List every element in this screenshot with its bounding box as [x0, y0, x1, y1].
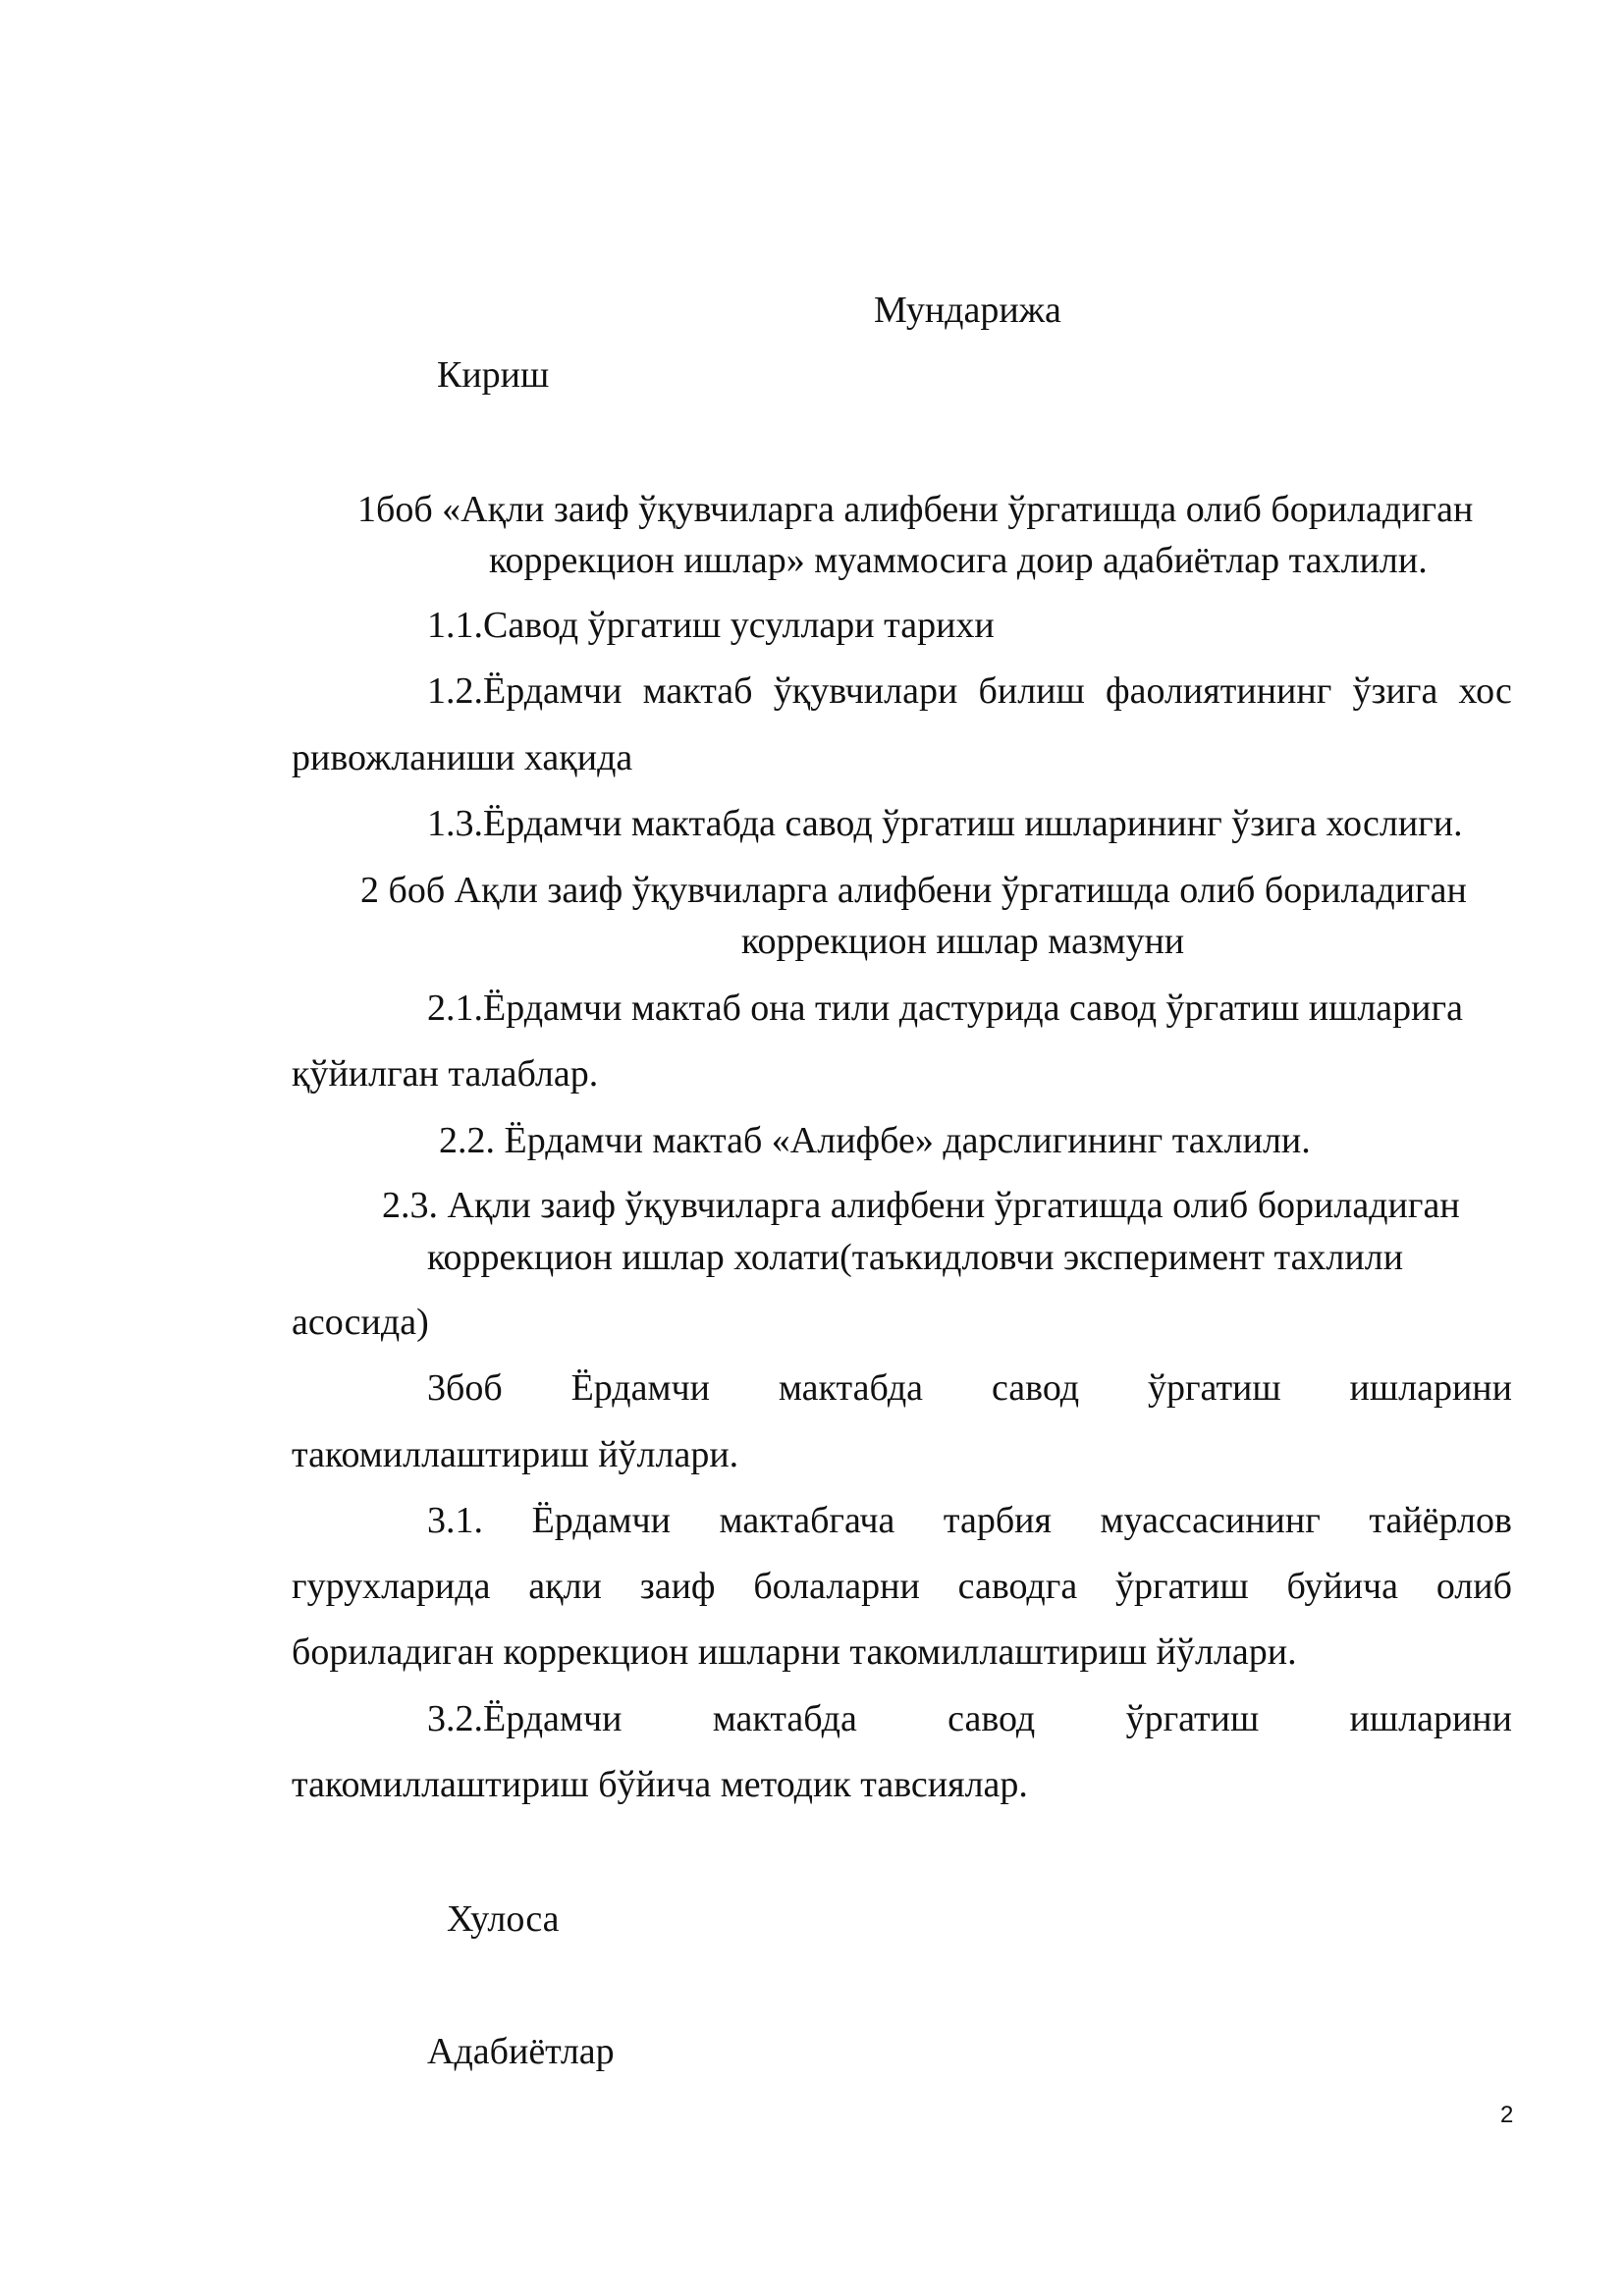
word: ўргатиш [1115, 1566, 1249, 1607]
toc-section-3-2-line-1 [427, 1697, 1512, 1740]
word: Ёрдамчи [531, 1500, 671, 1541]
word: ишларини [1349, 1367, 1512, 1409]
word: ўргатиш [1125, 1698, 1260, 1739]
word: Ёрдамчи [570, 1367, 710, 1409]
word: буйича [1286, 1566, 1399, 1607]
word: ўзига [1352, 670, 1438, 712]
word: ишларини [1349, 1698, 1512, 1739]
toc-item-conclusion: Хулоса [447, 1898, 560, 1940]
toc-chapter-3-line-1 [427, 1366, 1512, 1410]
toc-section-1-2-line-2: ривожланиши хақида [292, 737, 633, 778]
toc-section-2-1-line-2: қўйилган талаблар. [292, 1053, 599, 1095]
word: муассасининг [1100, 1500, 1321, 1541]
word: 3.1. [427, 1500, 483, 1541]
toc-section-3-1-line-3: бориладиган коррекцион ишларни такомиллаштириш йўллари. [292, 1631, 1297, 1673]
toc-chapter-1-line-2: коррекцион ишлар» муаммосига доир адабиётлар тахлили. [489, 540, 1428, 581]
word: фаолиятининг [1105, 670, 1332, 712]
toc-section-2-2: 2.2. Ёрдамчи мактаб «Алифбе» дарслигининг тахлили. [439, 1120, 1311, 1161]
page-number: 2 [1500, 2102, 1514, 2128]
toc-chapter-2-line-1: 2 боб Ақли заиф ўқувчиларга алифбени ўргатишда олиб бориладиган [360, 870, 1467, 911]
toc-item-references: Адабиётлар [427, 2031, 615, 2072]
word: 1.2.Ёрдамчи [427, 670, 623, 712]
word: савод [947, 1698, 1036, 1739]
toc-chapter-2-line-2: коррекцион ишлар мазмуни [741, 921, 1185, 962]
word: саводга [957, 1566, 1078, 1607]
word: 3боб [427, 1367, 503, 1409]
contents-title: Мундарижа [874, 290, 1061, 331]
word: ўқувчилари [773, 670, 958, 712]
word: тарбия [943, 1500, 1052, 1541]
toc-section-3-1-line-2 [292, 1565, 1512, 1608]
toc-section-1-3: 1.3.Ёрдамчи мактабда савод ўргатиш ишларининг ўзига хослиги. [427, 803, 1463, 844]
toc-section-1-1: 1.1.Савод ўргатиш усуллари тарихи [427, 605, 995, 646]
toc-chapter-1-line-1: 1боб «Ақли заиф ўқувчиларга алифбени ўргатишда олиб бориладиган [357, 489, 1474, 530]
word: гурухларида [292, 1566, 491, 1607]
word: билиш [978, 670, 1085, 712]
word: савод [991, 1367, 1080, 1409]
toc-section-2-3-line-2: коррекцион ишлар холати(таъкидловчи эксперимент тахлили [427, 1237, 1404, 1278]
word: ўргатиш [1147, 1367, 1281, 1409]
word: мактабгача [719, 1500, 895, 1541]
word: хос [1458, 670, 1512, 712]
toc-section-2-1-line-1: 2.1.Ёрдамчи мактаб она тили дастурида савод ўргатиш ишларига [427, 988, 1463, 1029]
word: 3.2.Ёрдамчи [427, 1698, 623, 1739]
toc-section-3-1-line-1 [427, 1499, 1512, 1542]
word: мактабда [712, 1698, 857, 1739]
toc-section-1-2-line-1 [427, 669, 1512, 713]
word: ақли [528, 1566, 602, 1607]
word: мактабда [778, 1367, 924, 1409]
toc-item-introduction: Кириш [437, 354, 550, 396]
toc-chapter-3-line-2: такомиллаштириш йўллари. [292, 1434, 739, 1475]
word: заиф [639, 1566, 716, 1607]
toc-section-2-3-line-3: асосида) [292, 1302, 429, 1343]
toc-section-3-2-line-2: такомиллаштириш бўйича методик тавсиялар. [292, 1764, 1028, 1805]
word: тайёрлов [1369, 1500, 1512, 1541]
toc-section-2-3-line-1: 2.3. Ақли заиф ўқувчиларга алифбени ўргатишда олиб бориладиган [382, 1185, 1460, 1226]
word: болаларни [753, 1566, 920, 1607]
word: мактаб [642, 670, 753, 712]
word: олиб [1435, 1566, 1512, 1607]
